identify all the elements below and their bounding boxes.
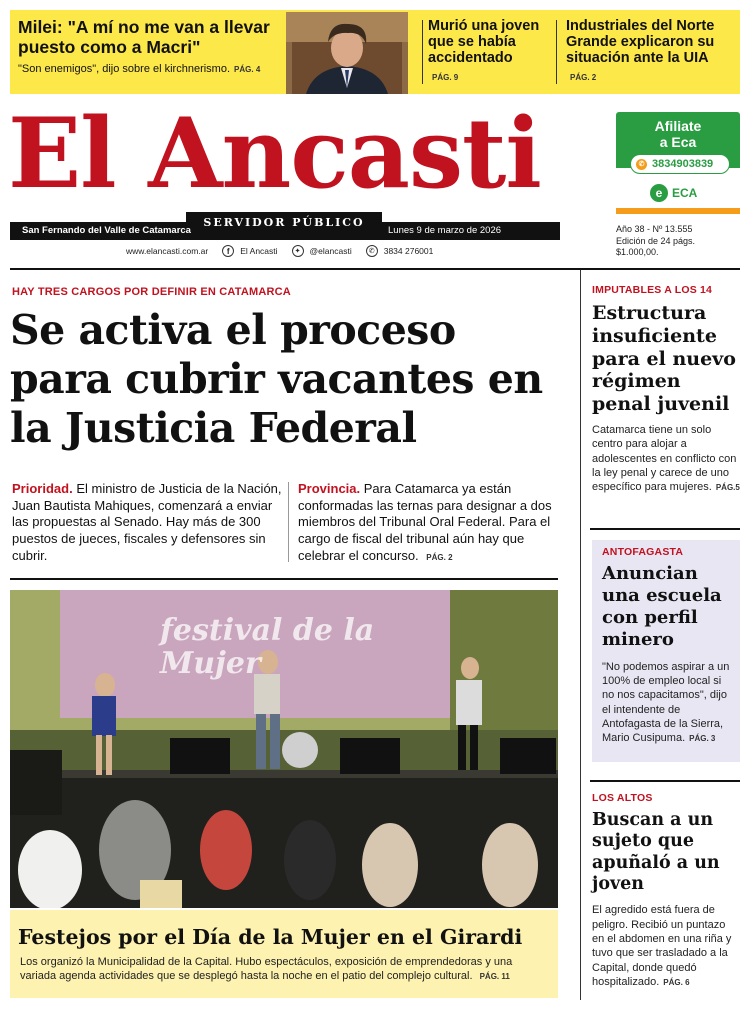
- sidebar-rule-1: [590, 528, 740, 530]
- teaser-industriales[interactable]: [566, 18, 738, 82]
- sidebar-3-headline: Buscan a un sujeto que apuñaló a un joven: [592, 810, 720, 895]
- teaser-milei[interactable]: [18, 18, 286, 75]
- photo-headline[interactable]: Festejos por el Día de la Mujer en el Girardi: [18, 925, 523, 949]
- whatsapp-link[interactable]: 3834 276001: [383, 246, 434, 256]
- sidebar-story-2[interactable]: [592, 540, 740, 762]
- teaser-industriales-page: PÁG. 2: [570, 72, 597, 82]
- sidebar-story-1[interactable]: [592, 284, 740, 494]
- masthead-divider: [10, 268, 740, 270]
- teaser-joven-headline: Murió una joven que se había accidentado: [428, 18, 540, 67]
- sidebar-1-page: PÁG.5: [715, 483, 740, 493]
- main-col2: [298, 481, 560, 564]
- main-col1-text: El ministro de Justicia de la Nación, Juan Bautista Mahiques, comenzará a enviar las propuestas al Senado. Hay más de 300 puestos de jueces, fiscales y defensores sin cubrir.: [12, 481, 282, 563]
- teaser-milei-headline: Milei: "A mí no me van a llevar puesto como a Macri": [18, 17, 270, 57]
- eca-phone: 3834903839: [652, 158, 714, 170]
- sidebar-3-text: El agredido está fuera de peligro. Recibió un puntazo en el abdomen en una riña y tuvo que ser trasladado a la Capital, donde quedó hospitalizado. PÁG. 6: [592, 904, 732, 988]
- sidebar-1-headline: Estructura insuficiente para el nuevo régimen penal juvenil: [592, 302, 736, 416]
- sidebar-1-kicker: IMPUTABLES A LOS 14: [592, 284, 713, 296]
- sidebar-1-text: Catamarca tiene un solo centro para alojar a adolescentes en conflicto con la ley penal y carece de uno específico para mujeres. PÁG.5: [592, 423, 740, 494]
- masthead-location: San Fernando del Valle de Catamarca: [22, 225, 191, 236]
- festival-banner-text: festival de la Mujer: [160, 613, 375, 681]
- eca-ad[interactable]: [616, 112, 740, 214]
- teaser-industriales-headline: Industriales del Norte Grande explicaron su situación ante la UIA: [566, 18, 715, 67]
- edition-price: $1.000,00.: [616, 247, 659, 258]
- sidebar-story-3[interactable]: [592, 792, 740, 989]
- whatsapp-icon: ✆: [366, 245, 378, 257]
- teaser-milei-page: PÁG. 4: [234, 64, 261, 74]
- photo-text-body: Los organizó la Municipalidad de la Capital. Hubo espectáculos, exposición de emprendedoras y una variada agenda actividades que se desplegó hasta la noche en el patio del complejo cultural.: [20, 956, 513, 983]
- photo-text: [20, 955, 550, 984]
- eca-phone-pill[interactable]: [630, 154, 730, 174]
- edition-year-number: Año 38 - Nº 13.555: [616, 224, 693, 234]
- milei-photo: [286, 12, 408, 94]
- main-col2-lead: Provincia.: [298, 481, 361, 496]
- masthead-motto: SERVIDOR PÚBLICO: [203, 216, 365, 229]
- eca-ad-line1: Afiliate: [654, 118, 702, 134]
- eca-logo: [650, 184, 697, 202]
- eca-ad-bottom-bar: [616, 208, 740, 214]
- sidebar-2-kicker: ANTOFAGASTA: [602, 546, 684, 558]
- twitter-icon: ✦: [292, 245, 304, 257]
- top-teaser-bar: [10, 10, 740, 94]
- sidebar-2-headline: Anuncian una escuela con perfil minero: [602, 563, 722, 650]
- sidebar-2-text: "No podemos aspirar a un 100% de empleo local si no nos capacitamos", dijo el intendente de Antofagasta de la Sierra, Mario Cusipuma. PÁG. 3: [602, 660, 730, 745]
- facebook-link[interactable]: El Ancasti: [240, 246, 278, 256]
- masthead-date: Lunes 9 de marzo de 2026: [388, 225, 502, 236]
- whatsapp-icon-eca: ✆: [636, 159, 647, 170]
- main-col-divider: [288, 482, 289, 562]
- main-col2-page: PÁG. 2: [426, 552, 453, 562]
- masthead-title[interactable]: El Ancasti: [8, 97, 541, 210]
- sidebar-2-page: PÁG. 3: [689, 734, 716, 744]
- eca-logo-icon: e: [650, 184, 668, 202]
- website-link[interactable]: www.elancasti.com.ar: [126, 246, 209, 256]
- sidebar-3-page: PÁG. 6: [663, 977, 690, 987]
- sidebar-divider: [580, 270, 581, 1000]
- photo-text-page: PÁG. 11: [479, 972, 510, 982]
- twitter-link[interactable]: @elancasti: [309, 246, 352, 256]
- teaser-joven[interactable]: [428, 18, 558, 82]
- masthead-motto-box: [186, 212, 382, 234]
- main-divider: [10, 578, 558, 580]
- teaser-joven-page: PÁG. 9: [432, 72, 459, 82]
- edition-info: [616, 224, 695, 259]
- facebook-icon: f: [222, 245, 234, 257]
- sidebar-rule-2: [590, 780, 740, 782]
- festival-photo[interactable]: [10, 590, 558, 908]
- eca-logo-text: ECA: [672, 186, 698, 200]
- main-col1-lead: Prioridad.: [12, 481, 73, 496]
- eca-ad-line2: a Eca: [659, 134, 697, 150]
- teaser-milei-sub: "Son enemigos", dijo sobre el kirchnerismo. PÁG. 4: [18, 62, 261, 75]
- photo-caption-box: [10, 910, 558, 998]
- masthead-social-row: [126, 244, 433, 258]
- main-kicker: HAY TRES CARGOS POR DEFINIR EN CATAMARCA: [12, 286, 291, 298]
- main-col2-text: Para Catamarca ya están conformadas las ternas para designar a dos miembros del Tribunal Oral Federal. Para el cargo de fiscal del tribunal aún hay que celebrar el concurso.: [298, 481, 552, 563]
- main-col1: [12, 481, 282, 564]
- edition-pages: Edición de 24 págs.: [616, 235, 696, 246]
- sidebar-3-kicker: LOS ALTOS: [592, 792, 653, 804]
- main-headline[interactable]: Se activa el proceso para cubrir vacantes en la Justicia Federal: [10, 306, 543, 453]
